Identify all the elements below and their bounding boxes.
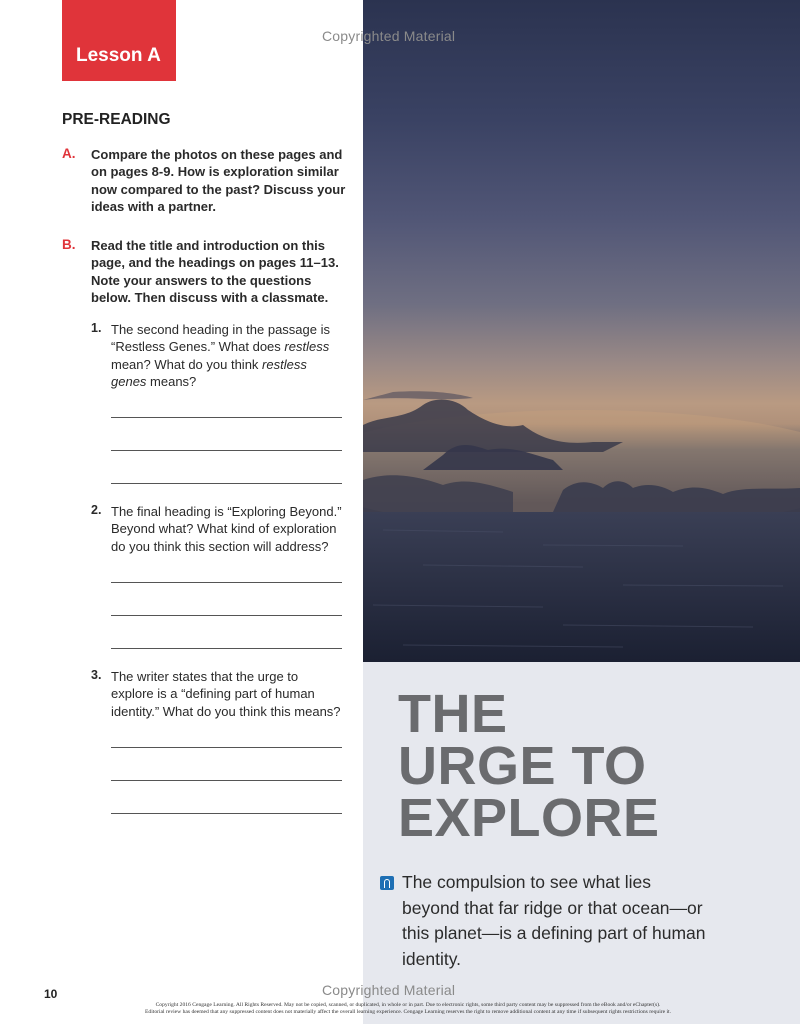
sub-question-number: 3.: [91, 668, 102, 682]
text-part: means?: [146, 373, 197, 389]
text-part: The second heading in the passage is “Restless Genes.” What does: [111, 322, 330, 355]
title-line-2: URGE TO: [398, 736, 647, 796]
answer-line[interactable]: [111, 483, 342, 484]
lesson-tab: [62, 0, 176, 81]
audio-track-icon[interactable]: [380, 876, 394, 890]
sub-question-number: 2.: [91, 503, 102, 517]
question-text: Compare the photos on these pages and on pages 8-9. How is exploration similar now compared to the past? Discuss your ideas with a partner.: [91, 147, 346, 214]
sub-question-text: [111, 321, 343, 390]
sub-question-2: [91, 503, 343, 555]
answer-line[interactable]: [111, 747, 342, 748]
sub-question-text: The final heading is “Exploring Beyond.” Beyond what? What kind of exploration do you think this section will address?: [111, 504, 342, 554]
italic-term: restless genes: [111, 356, 307, 389]
sub-question-1: [91, 321, 343, 390]
sub-question-text: The writer states that the urge to explore is a “defining part of human identity.” What do you think this means?: [111, 669, 341, 719]
article-title: [398, 684, 660, 848]
watermark-bottom: Copyrighted Material: [322, 982, 456, 998]
question-letter: A.: [62, 146, 76, 161]
copyright-notice: [88, 1002, 728, 1017]
answer-line[interactable]: [111, 450, 342, 451]
article-intro: [380, 870, 710, 972]
ocean-sunset-photo: [363, 0, 800, 662]
text-part: mean? What do you think: [111, 356, 263, 372]
intro-text: The compulsion to see what lies beyond that far ridge or that ocean—or this planet—is a defining part of human identity.: [402, 872, 706, 969]
page-number: 10: [44, 987, 58, 1001]
watermark-top: Copyrighted Material: [322, 28, 456, 44]
sub-question-3: [91, 668, 343, 720]
title-line-1: THE: [398, 684, 508, 744]
answer-line[interactable]: [111, 813, 342, 814]
question-text: Read the title and introduction on this page, and the headings on pages 11–13. Note your answers to the questions below. Then discuss with a classmate.: [91, 238, 339, 305]
question-a: [62, 146, 352, 215]
italic-term: restless: [284, 339, 330, 355]
sub-question-number: 1.: [91, 321, 102, 335]
question-letter: B.: [62, 237, 76, 252]
answer-line[interactable]: [111, 417, 342, 418]
copyright-line: Copyright 2016 Cengage Learning. All Rights Reserved. May not be copied, scanned, or duplicated, in whole or in part. Due to electronic rights, some third party content may be suppressed from the eBook and/or eChapter(s).: [155, 1002, 661, 1008]
answer-line[interactable]: [111, 780, 342, 781]
answer-line[interactable]: [111, 648, 342, 649]
copyright-line: Editorial review has deemed that any suppressed content does not materially affect the overall learning experience. Cengage Learning reserves the right to remove additional content at any time if subsequent rights restrictions require it.: [145, 1009, 671, 1016]
title-line-3: EXPLORE: [398, 788, 660, 848]
answer-line[interactable]: [111, 615, 342, 616]
answer-line[interactable]: [111, 582, 342, 583]
lesson-label: Lesson A: [76, 45, 161, 66]
section-heading: PRE-READING: [62, 111, 171, 128]
question-b: [62, 237, 352, 306]
